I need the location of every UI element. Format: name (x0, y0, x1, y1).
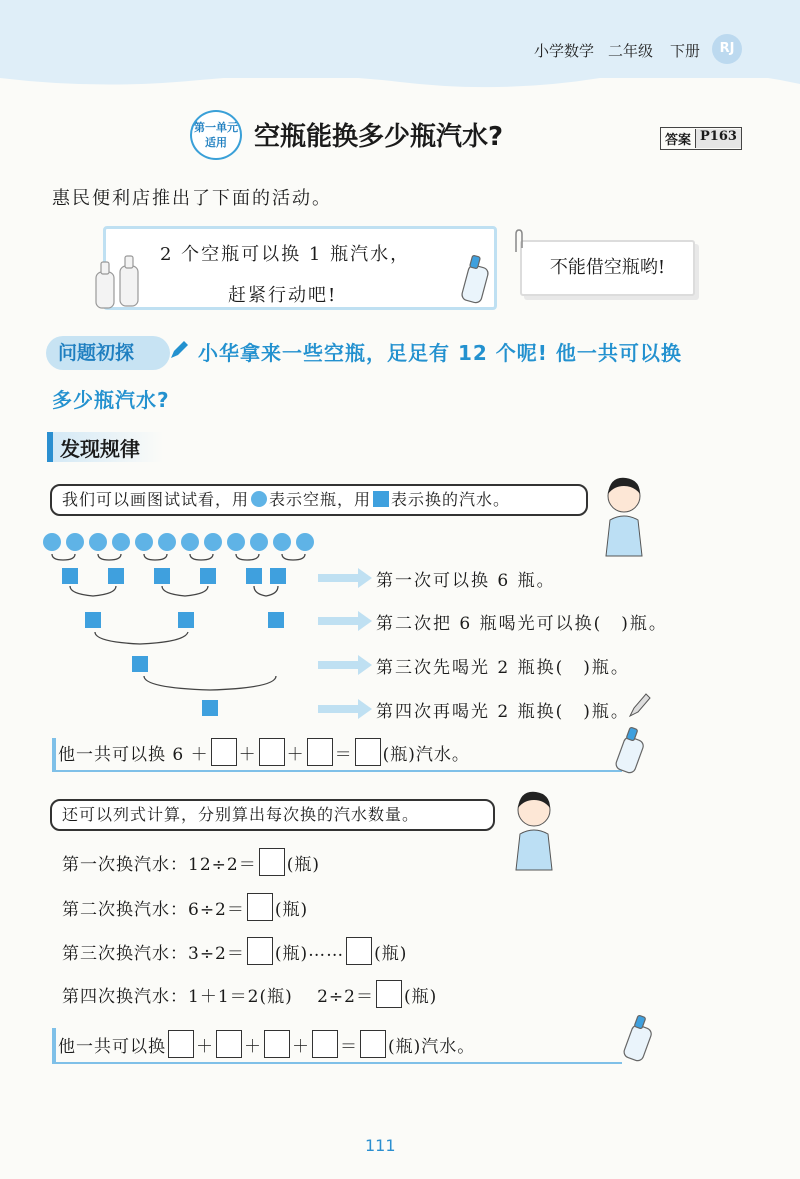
plus-sign: ＋ (244, 1036, 262, 1057)
step-arrows (318, 566, 376, 726)
edition-badge: RJ (712, 34, 742, 64)
section-heading: 发现规律 (60, 437, 140, 461)
underline-rule (56, 1062, 622, 1064)
soda-square (202, 700, 218, 716)
remainder-box[interactable] (346, 937, 372, 965)
plus-sign: ＋ (292, 1036, 310, 1057)
answer-box[interactable] (264, 1030, 290, 1058)
unit-badge-line2: 适用 (205, 136, 227, 149)
soda-square (132, 656, 148, 672)
bubble1-part3: 表示换的汽水。 (391, 490, 511, 509)
calc-label: 第二次换汽水： (62, 899, 188, 920)
soda-square (154, 568, 170, 584)
empty-bottle-circle (89, 533, 107, 551)
soda-square (270, 568, 286, 584)
calc-label: 第三次换汽水： (62, 943, 188, 964)
arrow-icon (318, 568, 372, 588)
speech-bubble-calc: 还可以列式计算，分别算出每次换的汽水数量。 (50, 799, 495, 831)
answer-page: P163 (695, 129, 741, 148)
question-line1: 小华拿来一些空瓶，足足有 12 个呢! 他一共可以换 (198, 341, 682, 365)
bubble1-part2: 表示空瓶，用 (269, 490, 372, 509)
answer-box[interactable] (259, 848, 285, 876)
calc-unit2: (瓶) (374, 943, 408, 964)
pencil-icon (168, 339, 190, 361)
calc-expr: 3÷2＝ (188, 943, 245, 964)
intro-text: 惠民便利店推出了下面的活动。 (52, 188, 332, 209)
question-line2: 多少瓶汽水? (52, 388, 170, 412)
empty-bottle-circle (250, 533, 268, 551)
step-3: 第三次先喝光 2 瓶换( )瓶。 (376, 658, 630, 678)
bottle-icon (620, 1012, 658, 1064)
soda-square (108, 568, 124, 584)
total-line-1 (58, 738, 470, 766)
empty-bottle-circle (227, 533, 245, 551)
page-title: 空瓶能换多少瓶汽水? (254, 122, 504, 152)
bubble1-part1: 我们可以画图试试看，用 (62, 490, 250, 509)
notice-line2: 赶紧行动吧! (228, 285, 338, 306)
answer-box[interactable] (168, 1030, 194, 1058)
calc-row-3 (62, 937, 407, 965)
calc-label: 第一次换汽水： (62, 854, 188, 875)
empty-bottle-circle (296, 533, 314, 551)
header-subject: 小学数学 (534, 42, 595, 60)
calc-unit: (瓶) (404, 986, 438, 1007)
step-2: 第二次把 6 瓶喝光可以换( )瓶。 (376, 614, 668, 634)
bottle-icon (612, 724, 650, 776)
soda-square (200, 568, 216, 584)
calc-unit: (瓶) (274, 943, 309, 964)
header-volume: 下册 (670, 42, 701, 60)
answer-box[interactable] (376, 980, 402, 1008)
equals-sign: ＝ (340, 1036, 358, 1057)
equals-sign: ＝ (334, 744, 353, 765)
answer-box[interactable] (307, 738, 333, 766)
sum1-prefix: 他一共可以换 6 ＋ (58, 744, 209, 765)
calc-row-1 (62, 848, 320, 876)
underline-rule (56, 770, 622, 772)
calc-expr: 12÷2＝ (188, 854, 257, 875)
empty-bottle-circle (158, 533, 176, 551)
reminder-note: 不能借空瓶哟! (520, 240, 695, 296)
header-grade: 二年级 (608, 42, 654, 60)
answer-box[interactable] (312, 1030, 338, 1058)
calc-unit: (瓶) (286, 854, 320, 875)
step-4: 第四次再喝光 2 瓶换( )瓶。 (376, 702, 630, 722)
speech-bubble-drawing (50, 484, 588, 516)
answer-ref (660, 127, 742, 150)
boy-illustration (506, 786, 562, 872)
paperclip-icon (512, 228, 526, 254)
bottles-icon (92, 252, 150, 312)
circle-legend-icon (251, 491, 267, 507)
answer-box[interactable] (259, 738, 285, 766)
arrow-icon (318, 655, 372, 675)
notice-line1: 2 个空瓶可以换 1 瓶汽水， (160, 244, 411, 265)
answer-box[interactable] (216, 1030, 242, 1058)
empty-bottle-circle (43, 533, 61, 551)
answer-box[interactable] (247, 937, 273, 965)
soda-square (62, 568, 78, 584)
unit-badge (190, 110, 242, 160)
total-line-2 (58, 1030, 475, 1058)
empty-bottle-circle (112, 533, 130, 551)
sum1-suffix: (瓶)汽水。 (382, 744, 470, 765)
square-legend-icon (373, 491, 389, 507)
answer-box[interactable] (211, 738, 237, 766)
soda-square (268, 612, 284, 628)
question-tag: 问题初探 (46, 336, 170, 370)
page-number: 111 (365, 1136, 396, 1155)
calc-expr: 1＋1＝2(瓶) 2÷2＝ (188, 986, 374, 1007)
plus-sign: ＋ (286, 744, 305, 765)
arrow-icon (318, 611, 372, 631)
empty-bottle-circle (204, 533, 222, 551)
empty-bottle-circle (66, 533, 84, 551)
calc-unit: (瓶) (274, 899, 309, 920)
calc-dots: …… (308, 941, 345, 961)
rule-mark (52, 738, 56, 772)
calc-row-2 (62, 893, 308, 921)
soda-square (178, 612, 194, 628)
calc-label: 第四次换汽水： (62, 986, 188, 1007)
plus-sign: ＋ (196, 1036, 214, 1057)
answer-box[interactable] (355, 738, 381, 766)
calc-row-4 (62, 980, 437, 1008)
step-1: 第一次可以换 6 瓶。 (376, 571, 556, 591)
header-wave (0, 60, 800, 100)
unit-badge-line1: 第一单元 (194, 121, 238, 134)
arrow-icon (318, 699, 372, 719)
sum2-prefix: 他一共可以换 (58, 1036, 166, 1057)
bottle-icon (455, 252, 495, 306)
plus-sign: ＋ (238, 744, 257, 765)
sum2-suffix: (瓶)汽水。 (388, 1036, 476, 1057)
answer-label: 答案 (665, 133, 692, 148)
calc-expr: 6÷2＝ (188, 899, 245, 920)
soda-square (85, 612, 101, 628)
answer-box[interactable] (247, 893, 273, 921)
empty-bottle-circle (273, 533, 291, 551)
pencil-icon (626, 690, 654, 720)
answer-box[interactable] (360, 1030, 386, 1058)
boy-illustration (596, 472, 652, 558)
rule-mark (52, 1028, 56, 1064)
soda-square (246, 568, 262, 584)
empty-bottle-circle (135, 533, 153, 551)
empty-bottle-circle (181, 533, 199, 551)
